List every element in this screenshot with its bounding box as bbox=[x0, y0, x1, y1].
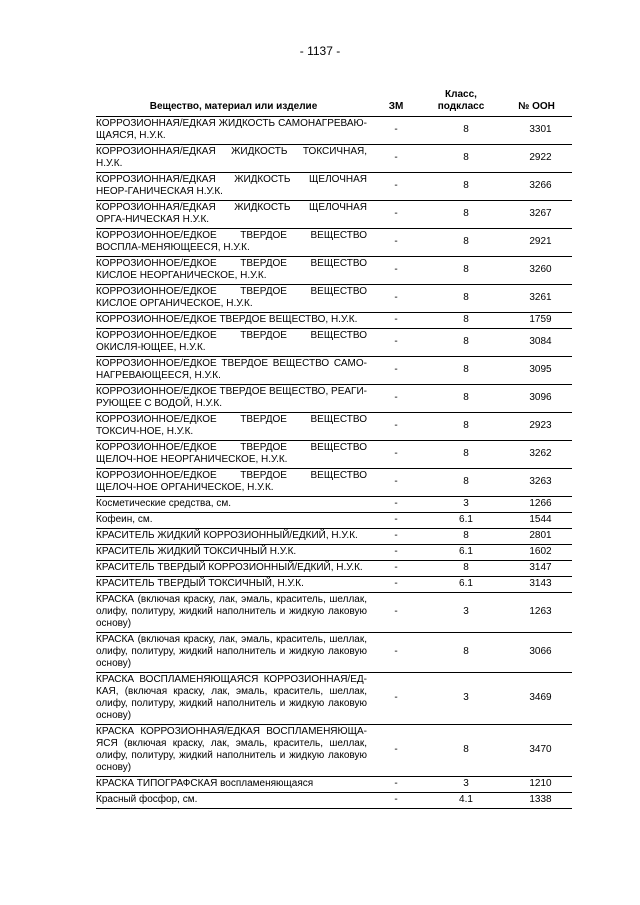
zm-cell: - bbox=[371, 257, 421, 285]
substance-name: КОРРОЗИОННОЕ/ЕДКОЕ ТВЕРДОЕ ВЕЩЕСТВО ЩЕЛОЧ-НОЕ ОРГАНИЧЕСКОЕ, Н.У.К. bbox=[96, 469, 371, 497]
un-number-cell: 3096 bbox=[501, 385, 572, 413]
zm-cell: - bbox=[371, 357, 421, 385]
zm-cell: - bbox=[371, 725, 421, 777]
un-number-cell: 1759 bbox=[501, 313, 572, 329]
un-number-cell: 3143 bbox=[501, 577, 572, 593]
zm-cell: - bbox=[371, 285, 421, 313]
substance-name: КОРРОЗИОННАЯ/ЕДКАЯ ЖИДКОСТЬ САМОНАГРЕВАЮ-ЩАЯСЯ, Н.У.К. bbox=[96, 117, 371, 145]
zm-cell: - bbox=[371, 173, 421, 201]
un-number-cell: 2923 bbox=[501, 413, 572, 441]
zm-cell: - bbox=[371, 633, 421, 673]
class-cell: 8 bbox=[421, 173, 501, 201]
class-cell: 8 bbox=[421, 357, 501, 385]
class-cell: 4.1 bbox=[421, 793, 501, 809]
header-zm: ЗМ bbox=[371, 88, 421, 117]
un-number-cell: 3262 bbox=[501, 441, 572, 469]
un-number-cell: 3147 bbox=[501, 561, 572, 577]
zm-cell: - bbox=[371, 329, 421, 357]
un-number-cell: 3267 bbox=[501, 201, 572, 229]
class-cell: 8 bbox=[421, 529, 501, 545]
substance-name: Кофеин, см. bbox=[96, 513, 371, 529]
substance-name: КРАСИТЕЛЬ ЖИДКИЙ ТОКСИЧНЫЙ Н.У.К. bbox=[96, 545, 371, 561]
zm-cell: - bbox=[371, 469, 421, 497]
zm-cell: - bbox=[371, 497, 421, 513]
table-row bbox=[96, 561, 572, 577]
un-number-cell: 3469 bbox=[501, 673, 572, 725]
header-class-line1: Класс, bbox=[445, 89, 477, 100]
table-row bbox=[96, 257, 572, 285]
substance-name: КОРРОЗИОННАЯ/ЕДКАЯ ЖИДКОСТЬ ЩЕЛОЧНАЯ НЕОР-ГАНИЧЕСКАЯ Н.У.К. bbox=[96, 173, 371, 201]
table-row bbox=[96, 385, 572, 413]
class-cell: 8 bbox=[421, 117, 501, 145]
substance-name: КРАСКА ВОСПЛАМЕНЯЮЩАЯСЯ КОРРОЗИОННАЯ/ЕД-КАЯ, (включая краску, лак, эмаль, краситель, шеллак, олифу, политуру, жидкий наполнитель и жидкую лаковую основу) bbox=[96, 673, 371, 725]
zm-cell: - bbox=[371, 561, 421, 577]
zm-cell: - bbox=[371, 413, 421, 441]
substance-name: КРАСИТЕЛЬ ЖИДКИЙ КОРРОЗИОННЫЙ/ЕДКИЙ, Н.У.К. bbox=[96, 529, 371, 545]
table-row bbox=[96, 545, 572, 561]
substance-name: КОРРОЗИОННАЯ/ЕДКАЯ ЖИДКОСТЬ ТОКСИЧНАЯ, Н.У.К. bbox=[96, 145, 371, 173]
substance-name: КОРРОЗИОННОЕ/ЕДКОЕ ТВЕРДОЕ ВЕЩЕСТВО САМО-НАГРЕВАЮЩЕЕСЯ, Н.У.К. bbox=[96, 357, 371, 385]
zm-cell: - bbox=[371, 385, 421, 413]
class-cell: 3 bbox=[421, 497, 501, 513]
un-number-cell: 1266 bbox=[501, 497, 572, 513]
table-row bbox=[96, 117, 572, 145]
substance-name: КРАСИТЕЛЬ ТВЕРДЫЙ ТОКСИЧНЫЙ, Н.У.К. bbox=[96, 577, 371, 593]
zm-cell: - bbox=[371, 513, 421, 529]
header-class-line2: подкласс bbox=[437, 101, 485, 112]
substance-name: КОРРОЗИОННОЕ/ЕДКОЕ ТВЕРДОЕ ВЕЩЕСТВО КИСЛОЕ НЕОРГАНИЧЕСКОЕ, Н.У.К. bbox=[96, 257, 371, 285]
un-number-cell: 3261 bbox=[501, 285, 572, 313]
un-number-cell: 3066 bbox=[501, 633, 572, 673]
header-class bbox=[421, 88, 501, 117]
header-un-number: № ООН bbox=[501, 88, 572, 117]
table-row bbox=[96, 201, 572, 229]
table-row bbox=[96, 577, 572, 593]
substance-name: Косметические средства, см. bbox=[96, 497, 371, 513]
table-row bbox=[96, 145, 572, 173]
table-row bbox=[96, 313, 572, 329]
substance-name: КОРРОЗИОННОЕ/ЕДКОЕ ТВЕРДОЕ ВЕЩЕСТВО, РЕАГИ-РУЮЩЕЕ С ВОДОЙ, Н.У.К. bbox=[96, 385, 371, 413]
table-row bbox=[96, 673, 572, 725]
substance-name: КОРРОЗИОННАЯ/ЕДКАЯ ЖИДКОСТЬ ЩЕЛОЧНАЯ ОРГА-НИЧЕСКАЯ Н.У.К. bbox=[96, 201, 371, 229]
substance-name: КОРРОЗИОННОЕ/ЕДКОЕ ТВЕРДОЕ ВЕЩЕСТВО ВОСПЛА-МЕНЯЮЩЕЕСЯ, Н.У.К. bbox=[96, 229, 371, 257]
zm-cell: - bbox=[371, 545, 421, 561]
zm-cell: - bbox=[371, 313, 421, 329]
class-cell: 3 bbox=[421, 673, 501, 725]
table-row bbox=[96, 513, 572, 529]
table-row bbox=[96, 441, 572, 469]
zm-cell: - bbox=[371, 577, 421, 593]
class-cell: 8 bbox=[421, 313, 501, 329]
table-row bbox=[96, 173, 572, 201]
class-cell: 8 bbox=[421, 413, 501, 441]
substance-name: КРАСКА (включая краску, лак, эмаль, краситель, шеллак, олифу, политуру, жидкий наполнитель и жидкую лаковую основу) bbox=[96, 633, 371, 673]
table-row bbox=[96, 469, 572, 497]
class-cell: 6.1 bbox=[421, 513, 501, 529]
un-number-cell: 3266 bbox=[501, 173, 572, 201]
table-row bbox=[96, 229, 572, 257]
class-cell: 8 bbox=[421, 725, 501, 777]
zm-cell: - bbox=[371, 117, 421, 145]
zm-cell: - bbox=[371, 777, 421, 793]
class-cell: 3 bbox=[421, 777, 501, 793]
zm-cell: - bbox=[371, 673, 421, 725]
substance-name: КРАСИТЕЛЬ ТВЕРДЫЙ КОРРОЗИОННЫЙ/ЕДКИЙ, Н.У.К. bbox=[96, 561, 371, 577]
substance-name: КОРРОЗИОННОЕ/ЕДКОЕ ТВЕРДОЕ ВЕЩЕСТВО, Н.У.К. bbox=[96, 313, 371, 329]
class-cell: 6.1 bbox=[421, 545, 501, 561]
class-cell: 8 bbox=[421, 561, 501, 577]
table-row bbox=[96, 357, 572, 385]
un-number-cell: 2922 bbox=[501, 145, 572, 173]
table-row bbox=[96, 793, 572, 809]
un-number-cell: 3470 bbox=[501, 725, 572, 777]
table-row bbox=[96, 725, 572, 777]
header-substance: Вещество, материал или изделие bbox=[96, 88, 371, 117]
table-row bbox=[96, 497, 572, 513]
class-cell: 8 bbox=[421, 441, 501, 469]
page-number: - 1137 - bbox=[299, 44, 341, 58]
zm-cell: - bbox=[371, 593, 421, 633]
table-row bbox=[96, 529, 572, 545]
substance-name: Красный фосфор, см. bbox=[96, 793, 371, 809]
class-cell: 8 bbox=[421, 285, 501, 313]
un-number-cell: 3263 bbox=[501, 469, 572, 497]
zm-cell: - bbox=[371, 793, 421, 809]
class-cell: 8 bbox=[421, 385, 501, 413]
substance-name: КОРРОЗИОННОЕ/ЕДКОЕ ТВЕРДОЕ ВЕЩЕСТВО ОКИСЛЯ-ЮЩЕЕ, Н.У.К. bbox=[96, 329, 371, 357]
table-row bbox=[96, 329, 572, 357]
un-number-cell: 3260 bbox=[501, 257, 572, 285]
class-cell: 8 bbox=[421, 329, 501, 357]
class-cell: 8 bbox=[421, 145, 501, 173]
substance-table bbox=[96, 88, 572, 809]
substance-name: КРАСКА ТИПОГРАФСКАЯ воспламеняющаяся bbox=[96, 777, 371, 793]
class-cell: 8 bbox=[421, 469, 501, 497]
class-cell: 8 bbox=[421, 633, 501, 673]
substance-name: КОРРОЗИОННОЕ/ЕДКОЕ ТВЕРДОЕ ВЕЩЕСТВО ЩЕЛОЧ-НОЕ НЕОРГАНИЧЕСКОЕ, Н.У.К. bbox=[96, 441, 371, 469]
substance-name: КРАСКА КОРРОЗИОННАЯ/ЕДКАЯ ВОСПЛАМЕНЯЮЩА-ЯСЯ (включая краску, лак, эмаль, краситель, шеллак, олифу, политуру, жидкий наполнитель и жидкую лаковую основу) bbox=[96, 725, 371, 777]
un-number-cell: 3301 bbox=[501, 117, 572, 145]
class-cell: 3 bbox=[421, 593, 501, 633]
un-number-cell: 2921 bbox=[501, 229, 572, 257]
un-number-cell: 1210 bbox=[501, 777, 572, 793]
class-cell: 6.1 bbox=[421, 577, 501, 593]
class-cell: 8 bbox=[421, 201, 501, 229]
un-number-cell: 1263 bbox=[501, 593, 572, 633]
zm-cell: - bbox=[371, 229, 421, 257]
table-row bbox=[96, 633, 572, 673]
substance-name: КОРРОЗИОННОЕ/ЕДКОЕ ТВЕРДОЕ ВЕЩЕСТВО ТОКСИЧ-НОЕ, Н.У.К. bbox=[96, 413, 371, 441]
zm-cell: - bbox=[371, 201, 421, 229]
un-number-cell: 1544 bbox=[501, 513, 572, 529]
substance-name: КОРРОЗИОННОЕ/ЕДКОЕ ТВЕРДОЕ ВЕЩЕСТВО КИСЛОЕ ОРГАНИЧЕСКОЕ, Н.У.К. bbox=[96, 285, 371, 313]
table-row bbox=[96, 413, 572, 441]
substance-name: КРАСКА (включая краску, лак, эмаль, краситель, шеллак, олифу, политуру, жидкий наполнитель и жидкую лаковую основу) bbox=[96, 593, 371, 633]
un-number-cell: 3084 bbox=[501, 329, 572, 357]
zm-cell: - bbox=[371, 145, 421, 173]
un-number-cell: 1338 bbox=[501, 793, 572, 809]
zm-cell: - bbox=[371, 529, 421, 545]
un-number-cell: 3095 bbox=[501, 357, 572, 385]
table-row bbox=[96, 593, 572, 633]
un-number-cell: 2801 bbox=[501, 529, 572, 545]
zm-cell: - bbox=[371, 441, 421, 469]
class-cell: 8 bbox=[421, 257, 501, 285]
table-header-row bbox=[96, 88, 572, 117]
un-number-cell: 1602 bbox=[501, 545, 572, 561]
class-cell: 8 bbox=[421, 229, 501, 257]
table-row bbox=[96, 285, 572, 313]
table-row bbox=[96, 777, 572, 793]
